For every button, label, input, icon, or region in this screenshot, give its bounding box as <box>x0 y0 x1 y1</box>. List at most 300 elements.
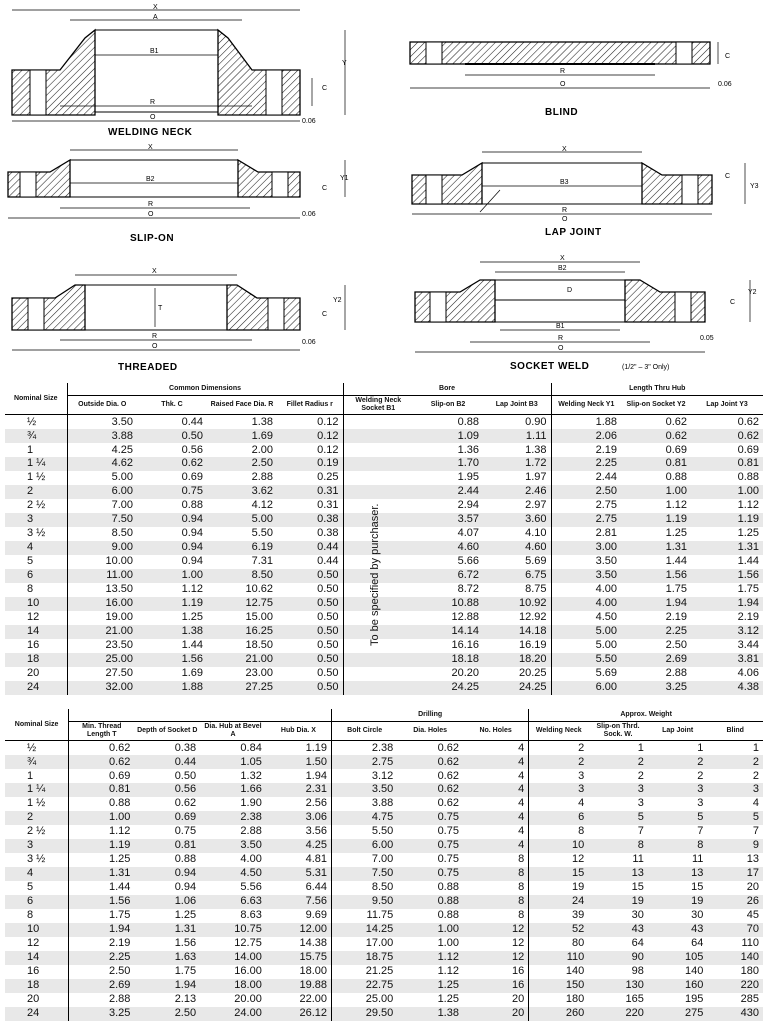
table-row <box>5 993 763 1007</box>
table-cell: 1.38 <box>137 625 207 639</box>
table-cell: 7.50 <box>332 867 398 881</box>
table-cell: 4.50 <box>200 867 266 881</box>
table-cell: 16.16 <box>451 639 480 652</box>
flange-drawings <box>0 0 768 380</box>
table-cell: 6 <box>529 811 589 825</box>
table-cell: 12.92 <box>518 611 547 624</box>
table-row <box>5 541 763 555</box>
table-row <box>5 681 763 695</box>
table-cell: 15.00 <box>245 611 273 624</box>
table-row <box>5 583 763 597</box>
table-cell: 16 <box>27 639 40 652</box>
threaded-dim-006: 0.06 <box>302 339 316 346</box>
table-cell: 0.69 <box>737 443 760 456</box>
table-cell: 22.00 <box>299 993 328 1006</box>
welding-neck-dim-x: X <box>153 4 158 11</box>
table-cell: 4 <box>463 839 529 853</box>
table-cell: 1.25 <box>397 979 463 993</box>
table-cell: 7 <box>752 825 759 838</box>
table-cell: 4 <box>518 741 525 754</box>
table-cell: 5.56 <box>240 881 262 894</box>
table-cell: 8.50 <box>207 569 277 583</box>
table-cell: 8.72 <box>457 583 480 596</box>
table-cell: 0.81 <box>621 457 691 471</box>
table-cell: 0.50 <box>317 611 339 624</box>
column-header: Welding Neck Socket B1 <box>343 396 413 415</box>
table-cell: 0.88 <box>437 909 459 922</box>
table-cell: 2.75 <box>551 513 621 527</box>
table-cell: 2.19 <box>665 611 688 624</box>
slip-on-dim-r: R <box>148 201 154 208</box>
blind-dim-c: C <box>725 53 731 60</box>
table-cell: 220 <box>588 1007 648 1021</box>
table-cell: 1.25 <box>437 993 459 1006</box>
table-cell: 1.94 <box>691 597 763 611</box>
table-cell: 8.50 <box>332 881 398 895</box>
table-cell: 2.75 <box>551 499 621 513</box>
table-cell: 3 <box>529 769 589 783</box>
socket-weld-dim-c: C <box>730 299 736 306</box>
table-row <box>5 457 763 471</box>
table-cell: 24 <box>5 1007 69 1021</box>
table-cell: 32.00 <box>67 681 137 695</box>
table-cell: 3.25 <box>621 681 691 695</box>
table-cell: 160 <box>648 979 708 993</box>
table-cell: 0.50 <box>174 769 197 782</box>
threaded-drawing <box>12 268 345 373</box>
table-row <box>5 485 763 499</box>
table-cell: 9.69 <box>305 909 328 922</box>
table-cell: 18.20 <box>483 653 551 667</box>
table-cell: 8 <box>648 839 708 853</box>
table-cell: 0.88 <box>174 853 197 866</box>
table-cell: 3.44 <box>737 639 760 652</box>
table-cell: 1.25 <box>181 611 203 624</box>
table-cell: 24.25 <box>483 681 551 695</box>
table-row <box>5 429 763 443</box>
table-cell: 0.50 <box>277 569 343 583</box>
table-cell: 5.50 <box>332 825 398 839</box>
table-cell: 6.44 <box>305 881 328 894</box>
table-cell: 1.00 <box>691 485 763 499</box>
table-cell: 3.88 <box>67 429 137 443</box>
table-cell: 4.12 <box>251 499 273 512</box>
table-cell: 0.75 <box>137 485 207 499</box>
table-cell: 3 <box>697 797 704 810</box>
table-cell: 5.00 <box>551 625 621 639</box>
table-cell: 1.56 <box>69 895 135 909</box>
table-cell: 7.00 <box>67 499 137 513</box>
socket-weld-dim-x: X <box>560 255 565 262</box>
table-cell: 4.25 <box>67 443 137 457</box>
table-cell: 5.00 <box>207 513 277 527</box>
table-cell: 260 <box>529 1007 589 1021</box>
table-cell: 1.50 <box>266 755 332 769</box>
table-cell: 20 <box>463 1007 529 1021</box>
table-cell: 24.25 <box>413 681 483 695</box>
lap-joint-dim-c: C <box>725 173 731 180</box>
table-row <box>5 979 763 993</box>
table-cell: 18 <box>5 979 69 993</box>
table-cell: 3.62 <box>207 485 277 499</box>
blind-drawing <box>410 42 732 118</box>
table-cell: 14.14 <box>413 625 483 639</box>
table-cell: 1.31 <box>691 541 763 555</box>
table-cell: 110 <box>741 937 759 950</box>
table-cell-empty <box>343 429 413 443</box>
table-cell: 5.50 <box>251 527 273 540</box>
table-cell: 4.00 <box>240 853 262 866</box>
table-row <box>5 667 763 681</box>
table-cell: 20.25 <box>518 667 547 680</box>
table-cell: 3.06 <box>266 811 332 825</box>
table-cell: 0.75 <box>437 825 459 838</box>
table-cell: 11.00 <box>67 569 137 583</box>
column-header: Slip-on Socket Y2 <box>621 396 691 415</box>
table-cell: 2 <box>648 755 708 769</box>
table-cell: 8 <box>529 825 589 839</box>
table-cell: 1.12 <box>437 965 459 978</box>
table-cell: 2.25 <box>621 625 691 639</box>
welding-neck-dim-o: O <box>150 114 156 121</box>
table-cell: 1 ½ <box>27 797 46 810</box>
slip-on-title: SLIP-ON <box>130 233 175 244</box>
table-cell: 19 <box>648 895 708 909</box>
slip-on-dim-c: C <box>322 185 328 192</box>
table-cell: 2.88 <box>251 471 273 484</box>
lap-joint-dim-o: O <box>562 216 568 223</box>
table-cell: 15 <box>691 881 704 894</box>
table-cell: 0.62 <box>69 741 135 756</box>
column-header: Lap Joint B3 <box>483 396 551 415</box>
group-bore: Bore <box>343 383 551 396</box>
table-cell: 14.00 <box>200 951 266 965</box>
table-cell: 10.88 <box>413 597 483 611</box>
table-row <box>5 881 763 895</box>
table-cell: 1.00 <box>137 569 207 583</box>
table-row <box>5 471 763 485</box>
table-cell: 18.50 <box>245 639 273 652</box>
table-cell: 2 <box>5 811 69 825</box>
table-cell: 23.00 <box>245 667 273 680</box>
table-cell: 3.57 <box>413 513 483 527</box>
table-cell: 3.12 <box>332 769 398 783</box>
table-row <box>5 951 763 965</box>
table-cell: 9.00 <box>67 541 137 555</box>
table-cell: 7.56 <box>266 895 332 909</box>
table-row <box>5 611 763 625</box>
table-cell: 64 <box>631 937 644 950</box>
table-cell: 20 <box>746 881 759 894</box>
table-cell: 4 <box>752 797 759 810</box>
table-cell: 105 <box>648 951 708 965</box>
table-row <box>5 415 763 430</box>
table-cell: 15 <box>631 881 644 894</box>
table-cell: 140 <box>685 965 704 978</box>
welding-neck-dim-c: C <box>322 85 328 92</box>
table-cell: 4.00 <box>551 597 621 611</box>
table-cell: 98 <box>631 965 644 978</box>
table-cell: 1.38 <box>251 415 273 428</box>
table-cell: 27.25 <box>207 681 277 695</box>
slip-on-dim-x: X <box>148 144 153 151</box>
table-cell: 1.94 <box>305 769 328 782</box>
table-cell-empty <box>343 653 413 667</box>
table-cell: 1.38 <box>525 443 547 456</box>
table-cell: 16 <box>463 979 529 993</box>
table-cell: 0.19 <box>277 457 343 471</box>
table-cell: 1 <box>637 741 644 754</box>
table-cell: 11.75 <box>332 909 398 923</box>
table-cell: 285 <box>740 993 759 1006</box>
table-cell: 15 <box>529 867 589 881</box>
table-cell: 12.88 <box>451 611 480 624</box>
threaded-title: THREADED <box>118 362 178 373</box>
table-cell: ½ <box>27 741 37 754</box>
table-cell: 20 <box>27 667 40 680</box>
threaded-dim-y2: Y2 <box>333 297 342 304</box>
table-cell: 1.44 <box>737 555 760 568</box>
table-cell: 0.88 <box>397 895 463 909</box>
table-cell: 0.62 <box>437 769 459 782</box>
table-cell: 1.70 <box>413 457 483 471</box>
table-cell: 1.00 <box>437 937 459 950</box>
table-cell: 0.44 <box>181 415 203 428</box>
table-cell: 12 <box>463 951 529 965</box>
lap-joint-dim-r: R <box>562 207 568 214</box>
column-header: Lap Joint Y3 <box>691 396 763 415</box>
table-cell: 1.12 <box>737 499 760 512</box>
table-cell: 1.06 <box>134 895 200 909</box>
column-header: Blind <box>707 722 763 741</box>
table-cell: 2.88 <box>665 667 688 680</box>
table-cell: 26 <box>707 895 763 909</box>
table-cell: 10 <box>5 597 67 611</box>
table-cell: 0.50 <box>317 639 339 652</box>
table-cell: 11 <box>632 853 644 866</box>
table-cell: 7.31 <box>251 555 273 568</box>
table-cell: 6.00 <box>551 681 621 695</box>
table-cell: 8 <box>27 909 34 922</box>
table-cell: 43 <box>648 923 708 937</box>
table-cell: 140 <box>529 965 589 979</box>
table-cell: 20.00 <box>234 993 262 1006</box>
table-row <box>5 527 763 541</box>
table-cell: 30 <box>631 909 644 922</box>
table-cell: 2.50 <box>69 965 135 979</box>
table-cell: 7 <box>637 825 644 838</box>
table-cell: 18 <box>5 653 67 667</box>
table-cell: 0.90 <box>525 415 547 428</box>
table-cell: 0.50 <box>277 625 343 639</box>
table-cell: 1.90 <box>240 797 262 810</box>
table-cell: 3.81 <box>691 653 763 667</box>
table-cell: 24.00 <box>200 1007 266 1021</box>
table-cell: 0.84 <box>240 741 262 754</box>
table-cell: 13.50 <box>67 583 137 597</box>
column-header: Dia. Hub at Bevel A <box>200 722 266 741</box>
table-cell: 12 <box>27 937 40 950</box>
table-cell: 2.19 <box>551 443 621 457</box>
threaded-dim-o: O <box>152 343 158 350</box>
table-cell: 0.69 <box>181 471 203 484</box>
blind-title: BLIND <box>545 107 579 118</box>
table-row <box>5 909 763 923</box>
table-cell: 45 <box>746 909 759 922</box>
lap-joint-dim-b3: B3 <box>560 179 569 186</box>
table-cell: 1.69 <box>207 429 277 443</box>
table-row <box>5 797 763 811</box>
table-cell: 3.50 <box>67 415 137 430</box>
table-cell: 2.13 <box>174 993 197 1006</box>
socket-weld-dim-r: R <box>558 335 564 342</box>
table-cell: 2.69 <box>621 653 691 667</box>
table-cell: 0.94 <box>181 555 203 568</box>
table-cell: 16.19 <box>518 639 547 652</box>
table-cell: 90 <box>588 951 648 965</box>
table-cell: 5.00 <box>67 471 137 485</box>
table-cell: 1 ½ <box>27 471 46 484</box>
table-cell: 1.75 <box>69 909 135 923</box>
table-cell: 5.00 <box>551 639 621 653</box>
table-cell: 2 <box>752 769 759 782</box>
table-cell: 3 <box>5 513 67 527</box>
table-cell: 1.25 <box>737 527 760 540</box>
table-cell: 0.94 <box>134 867 200 881</box>
lap-joint-dim-y3: Y3 <box>750 183 759 190</box>
table-cell: 17 <box>707 867 763 881</box>
table-cell: 8.75 <box>525 583 547 596</box>
table-cell: 1 <box>697 741 704 754</box>
table-row <box>5 923 763 937</box>
table-cell: 1.44 <box>181 639 203 652</box>
table-cell: 1.38 <box>397 1007 463 1021</box>
table-cell: 3.50 <box>551 555 621 569</box>
table-cell: 13 <box>648 867 708 881</box>
table-cell: 7.00 <box>332 853 398 867</box>
table-cell: 1.95 <box>457 471 480 484</box>
table-cell: 0.44 <box>317 555 339 568</box>
table-cell: 1.05 <box>200 755 266 769</box>
table-cell: 0.62 <box>665 415 688 428</box>
table-cell: 14.25 <box>332 923 398 937</box>
column-header: Min. Thread Length T <box>69 722 135 741</box>
table-cell: 1.94 <box>69 923 135 937</box>
table-cell: 8 <box>27 583 34 596</box>
table-cell: 4 <box>463 783 529 797</box>
table-cell: 2.81 <box>551 527 621 541</box>
table-cell: 20.20 <box>451 667 480 680</box>
table-cell: 2.06 <box>551 429 621 443</box>
table-cell: 0.62 <box>437 797 459 810</box>
table-cell: 52 <box>529 923 589 937</box>
table-cell: 16.00 <box>67 597 137 611</box>
table-row <box>5 895 763 909</box>
table-cell: 6 <box>5 895 69 909</box>
table-cell: 1.19 <box>137 597 207 611</box>
table-cell: 8.50 <box>67 527 137 541</box>
table-cell: 13 <box>746 853 759 866</box>
table-cell: 3 ½ <box>27 527 46 540</box>
table-cell: 0.75 <box>437 853 459 866</box>
table-cell: 1.94 <box>621 597 691 611</box>
table-cell: 5 <box>27 881 34 894</box>
table-cell: 7 <box>697 825 704 838</box>
column-header: Outside Dia. O <box>67 396 137 415</box>
table-cell: 24 <box>529 895 589 909</box>
table-row <box>5 513 763 527</box>
table-cell: 0.88 <box>665 471 688 484</box>
socket-weld-title: SOCKET WELD <box>510 361 590 372</box>
table-cell: 0.38 <box>277 513 343 527</box>
table-cell: 8 <box>518 909 525 922</box>
table-cell: 6.19 <box>207 541 277 555</box>
table-cell: 2.97 <box>525 499 547 512</box>
table-cell: 1.00 <box>621 485 691 499</box>
slip-on-dim-y1: Y1 <box>340 175 349 182</box>
table-cell: 1.00 <box>69 811 135 825</box>
table-cell: 1.31 <box>621 541 691 555</box>
table-cell: 3 <box>588 783 648 797</box>
table-cell: 2.56 <box>305 797 328 810</box>
table-cell: 3.60 <box>483 513 551 527</box>
table-cell: 0.50 <box>317 667 339 680</box>
slip-on-dim-o: O <box>148 211 154 218</box>
table-cell: 1.44 <box>665 555 688 568</box>
table-cell: 18.00 <box>200 979 266 993</box>
table-cell: 11 <box>691 853 704 866</box>
table-cell: ½ <box>27 415 37 428</box>
table-cell: 0.50 <box>317 583 339 596</box>
table-cell: 1.19 <box>305 741 328 754</box>
welding-neck-dim-a: A <box>153 14 158 21</box>
table-cell: 7.50 <box>67 513 137 527</box>
table-cell: 2.19 <box>737 611 760 624</box>
table-cell: 4 <box>518 769 525 782</box>
table-cell: 4 <box>5 867 69 881</box>
table-cell: 5 <box>588 811 648 825</box>
table-cell: 5 <box>648 811 708 825</box>
table-cell-empty <box>343 471 413 485</box>
table-cell: 0.50 <box>277 681 343 695</box>
table-cell: 3.00 <box>551 541 621 555</box>
table-cell: 1.00 <box>397 923 463 937</box>
table-cell: 3 ½ <box>27 853 46 866</box>
table-cell: 12 <box>463 923 529 937</box>
table-cell: 5.50 <box>551 653 621 667</box>
drilling-weight-table <box>5 709 763 1021</box>
table-cell: 0.81 <box>134 839 200 853</box>
lap-joint-dim-x: X <box>562 146 567 153</box>
table-cell: 1.69 <box>181 667 203 680</box>
purchaser-note <box>362 500 381 650</box>
table-cell: 2 <box>529 755 589 769</box>
table-cell: 0.12 <box>317 415 339 428</box>
table-cell: 4.50 <box>551 611 621 625</box>
table-cell: 2 ½ <box>27 499 46 512</box>
table-cell: 5.31 <box>266 867 332 881</box>
table-cell: 29.50 <box>332 1007 398 1021</box>
column-header: Dia. Holes <box>397 722 463 741</box>
table-cell: 0.75 <box>174 825 197 838</box>
table-cell: ¾ <box>5 755 69 769</box>
column-header: Raised Face Dia. R <box>207 396 277 415</box>
table-cell: 1.56 <box>137 653 207 667</box>
table-cell-empty <box>343 415 413 430</box>
column-header: Welding Neck Y1 <box>551 396 621 415</box>
table-cell: 0.69 <box>69 769 135 783</box>
slip-on-dim-006: 0.06 <box>302 211 316 218</box>
